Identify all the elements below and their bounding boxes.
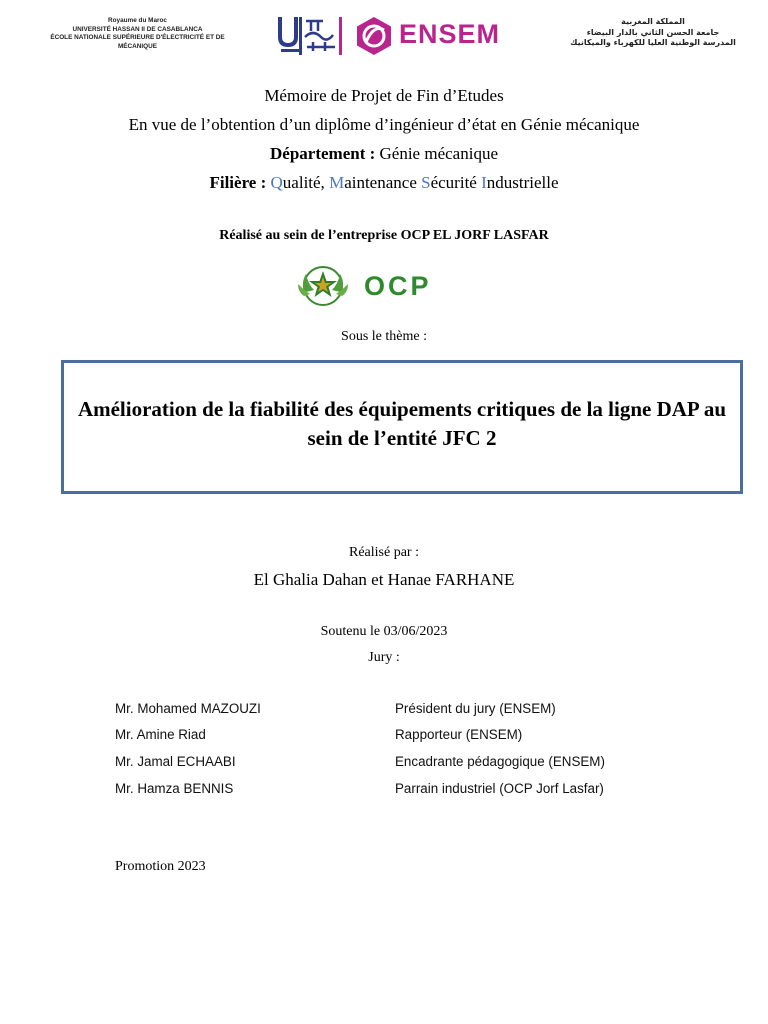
authors-label: Réalisé par : bbox=[349, 545, 419, 560]
jury-label: Jury : bbox=[368, 650, 400, 665]
kingdom-line-fr: Royaume du Maroc bbox=[108, 17, 167, 24]
jury-row bbox=[0, 781, 768, 801]
school-line-ar: المدرسة الوطنية العليا للكهرباء والميكانيك bbox=[570, 38, 736, 47]
jury-member-role: Rapporteur (ENSEM) bbox=[395, 727, 523, 742]
filiere-initial: S bbox=[421, 173, 431, 192]
ensem-wordmark: ENSEM bbox=[399, 19, 501, 49]
company-line: Réalisé au sein de l’entreprise OCP EL JORF LASFAR bbox=[219, 228, 549, 243]
promotion-year: Promotion 2023 bbox=[115, 859, 206, 874]
filiere-word-rest: écurité bbox=[430, 173, 482, 192]
school-line-fr: ÉCOLE NATIONALE SUPÉRIEURE D'ÉLECTRICITÉ ET DE MÉCANIQUE bbox=[50, 34, 225, 50]
header-left-institution bbox=[30, 17, 245, 51]
ocp-logo bbox=[290, 262, 472, 308]
filiere-label: Filière : bbox=[209, 173, 267, 192]
jury-member-role: Encadrante pédagogique (ENSEM) bbox=[395, 754, 605, 769]
authors: El Ghalia Dahan et Hanae FARHANE bbox=[253, 570, 515, 589]
theme-box bbox=[61, 360, 743, 494]
filiere-word-rest: aintenance bbox=[344, 173, 422, 192]
jury-member-name: Mr. Mohamed MAZOUZI bbox=[115, 701, 261, 716]
jury-member-role: Parrain industriel (OCP Jorf Lasfar) bbox=[395, 781, 604, 796]
kingdom-line-ar: المملكة المغربية bbox=[621, 17, 685, 26]
filiere-initial: I bbox=[481, 173, 487, 192]
thesis-title: Amélioration de la fiabilité des équipements critiques de la ligne DAP au sein de l’entité JFC 2 bbox=[77, 397, 727, 450]
ocp-emblem-icon bbox=[298, 267, 348, 305]
thesis-type: Mémoire de Projet de Fin d’Etudes bbox=[264, 86, 504, 105]
jury-member-name: Mr. Amine Riad bbox=[115, 727, 206, 742]
jury-member-name: Mr. Hamza BENNIS bbox=[115, 781, 234, 796]
jury-row bbox=[0, 701, 768, 721]
header-right-institution-ar bbox=[562, 17, 744, 49]
filiere-word-rest: ualité, bbox=[282, 173, 330, 192]
defense-date: Soutenu le 03/06/2023 bbox=[320, 624, 448, 639]
degree-line: En vue de l’obtention d’un diplôme d’ingénieur d’état en Génie mécanique bbox=[128, 115, 640, 134]
jury-member-role: Président du jury (ENSEM) bbox=[395, 701, 556, 716]
jury-row bbox=[0, 727, 768, 747]
filiere-word-rest: ndustrielle bbox=[486, 173, 559, 192]
filiere-initial: Q bbox=[270, 173, 283, 192]
filiere-initial: M bbox=[329, 173, 345, 192]
filiere-line bbox=[0, 173, 768, 193]
university-line-ar: جامعة الحسن الثاني بالدار البيضاء bbox=[586, 27, 720, 37]
uh2c-logo bbox=[277, 15, 343, 57]
jury-row bbox=[0, 754, 768, 774]
department-label: Département : bbox=[270, 144, 376, 163]
university-line-fr: UNIVERSITÉ HASSAN II DE CASABLANCA bbox=[72, 25, 203, 33]
department-line bbox=[0, 144, 768, 164]
ensem-emblem-icon bbox=[354, 16, 394, 56]
jury-member-name: Mr. Jamal ECHAABI bbox=[115, 754, 236, 769]
theme-intro: Sous le thème : bbox=[341, 329, 427, 344]
ocp-wordmark: OCP bbox=[364, 271, 432, 301]
department-value: Génie mécanique bbox=[375, 144, 498, 163]
